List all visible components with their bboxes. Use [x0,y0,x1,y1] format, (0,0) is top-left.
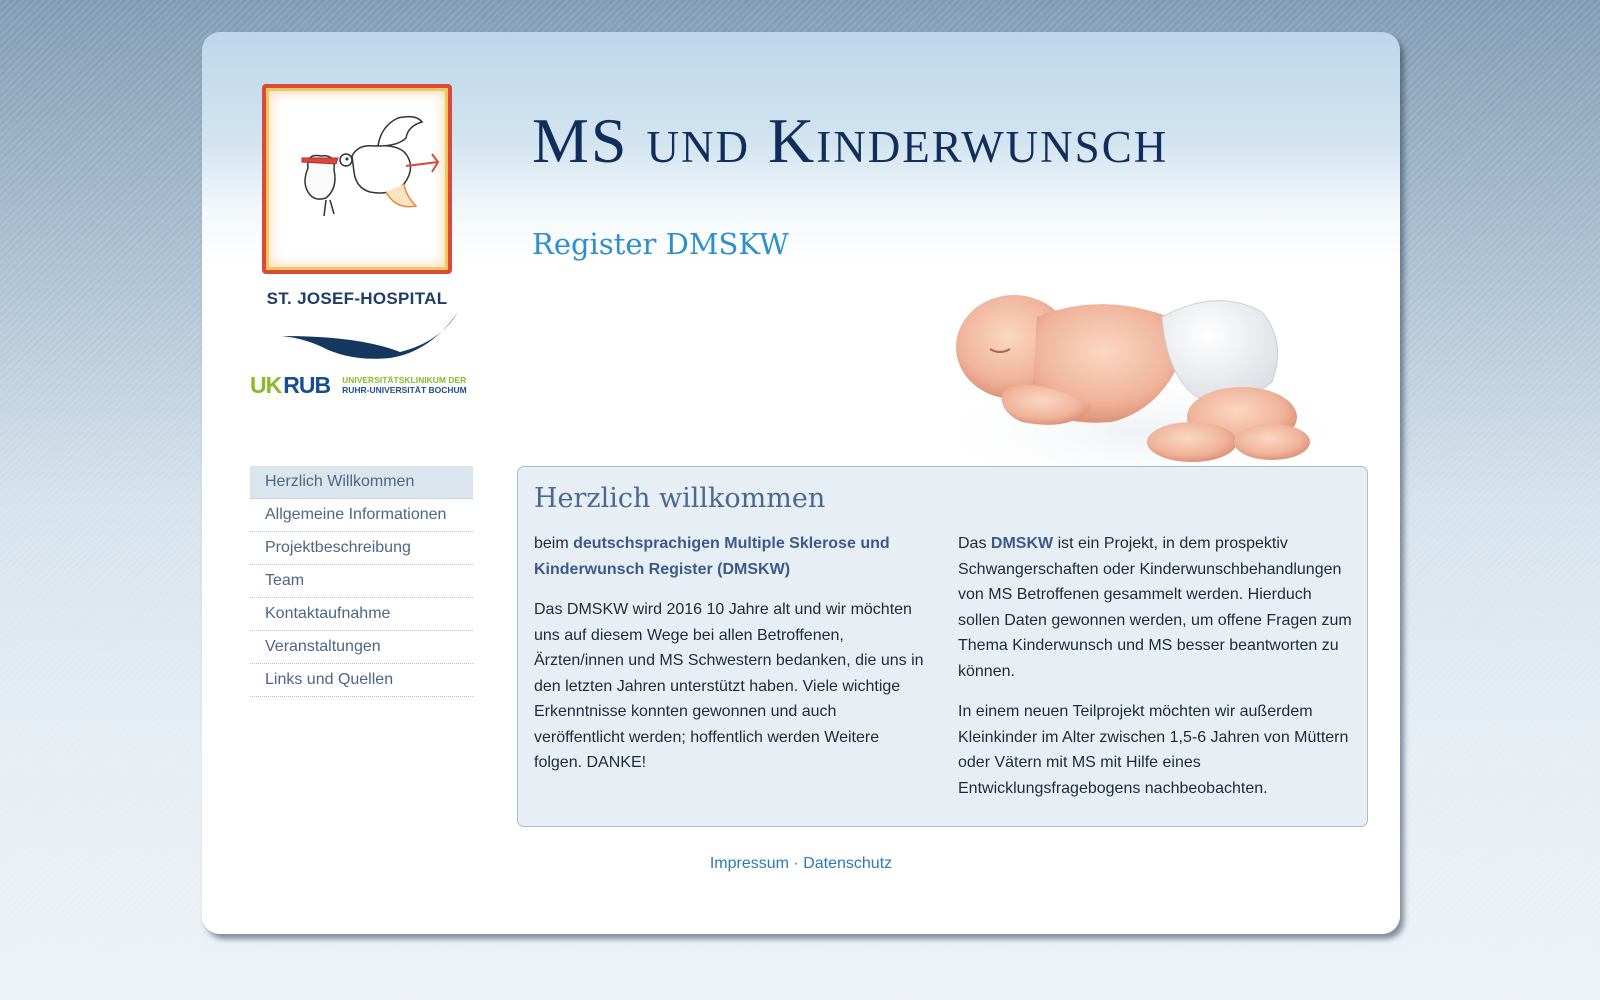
site-subtitle: Register DMSKW [532,227,789,261]
ukrub-subtitle [342,375,467,395]
footer [202,855,1400,873]
nav-item-herzlich-willkommen[interactable]: Herzlich Willkommen [250,466,473,499]
right-intro-rest: ist ein Projekt, in dem prospektiv Schwangerschaften oder Kinderwunschbehandlungen von MS Betroffenen gesammelt werden. Hierduch sollen Daten gewonnen werden, um offene Fragen zum Thema Kinderwunsch und MS besser beantworten zu können. [958,535,1352,680]
site-title: MS und Kinderwunsch [532,105,1169,176]
datenschutz-link[interactable]: Datenschutz [803,855,893,872]
register-name-link[interactable]: deutschsprachigen Multiple Sklerose und Kinderwunsch Register (DMSKW) [534,535,890,578]
content-heading: Herzlich willkommen [534,483,826,514]
dmskw-highlight[interactable]: DMSKW [990,535,1054,552]
content-left-column [534,531,926,791]
nav-item-veranstaltungen[interactable]: Veranstaltungen [250,631,473,664]
content-right-column [958,531,1356,816]
impressum-link[interactable]: Impressum [709,855,789,872]
left-intro-prefix: beim [534,535,574,552]
nav-item-projektbeschreibung[interactable]: Projektbeschreibung [250,532,473,565]
right-paragraph: In einem neuen Teilprojekt möchten wir außerdem Kleinkinder im Alter zwischen 1,5-6 Jahren von Müttern oder Vätern mit MS mit Hilfe eines Entwicklungsfragebogens nachbeobachten. [958,703,1349,797]
nav-item-allgemeine-informationen[interactable]: Allgemeine Informationen [250,499,473,532]
stork-logo[interactable] [262,84,452,274]
right-intro [958,531,1356,684]
right-intro-prefix: Das [958,535,991,552]
main-nav [250,466,473,697]
ukrub-uk: UK [250,371,282,398]
page-container [202,32,1400,934]
footer-separator: · [788,855,804,872]
left-paragraph: Das DMSKW wird 2016 10 Jahre alt und wir möchten uns auf diesem Wege bei allen Betroffenen, Ärzten/innen und MS Schwestern bedanken, die uns in den letzten Jahren unterstützt haben. Viele wichtige Erkenntnisse konnten gewonnen und auch veröffentlicht werden; hoffentlich werden Weitere folgen. DANKE! [534,601,924,771]
nav-item-team[interactable]: Team [250,565,473,598]
stork-icon [266,88,440,262]
nav-item-kontaktaufnahme[interactable]: Kontaktaufnahme [250,598,473,631]
nav-item-links-und-quellen[interactable]: Links und Quellen [250,664,473,697]
ukrub-rub: RUB [283,371,331,398]
content-box [517,466,1368,827]
left-intro [534,531,926,582]
wave-logo-icon [280,312,460,364]
ukrub-sub-line2: RUHR-UNIVERSITÄT BOCHUM [342,385,467,395]
sleeping-baby-image [942,257,1342,487]
hospital-name: ST. JOSEF-HOSPITAL [266,289,448,308]
ukrub-sub-line1: UNIVERSITÄTSKLINIKUM DER [342,375,467,385]
ukrub-logo[interactable] [250,370,467,400]
